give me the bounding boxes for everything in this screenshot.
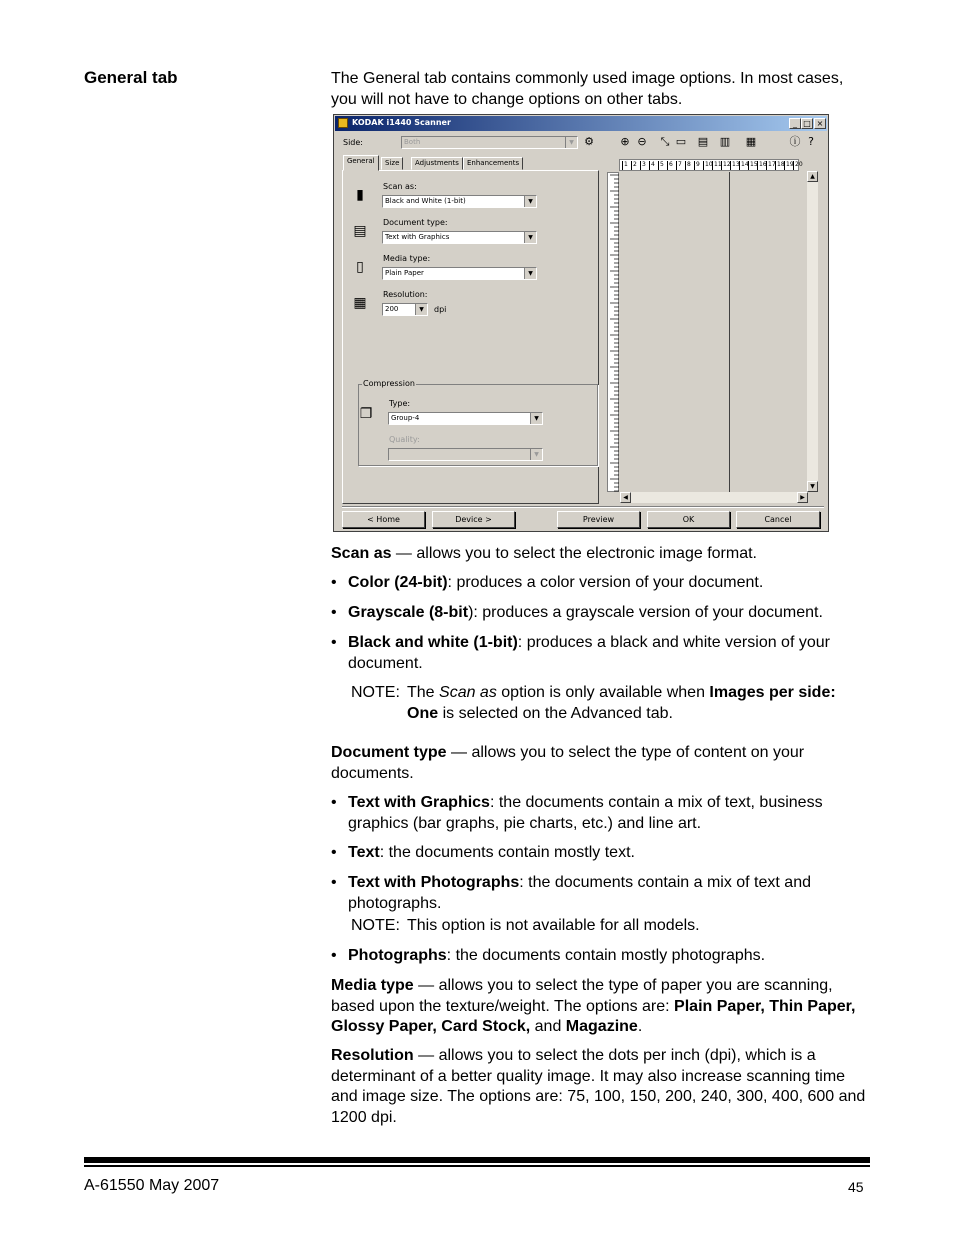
page-front-icon[interactable]: ▤ (697, 135, 709, 148)
option-desc: : produces a color version of your document. (447, 574, 764, 591)
preview-page (620, 172, 730, 492)
resolution-unit: dpi (434, 305, 447, 314)
resolution-value: 200 (385, 305, 399, 313)
scan-as-paragraph (331, 544, 871, 565)
media-type-options: Plain Paper, Thin Paper, Glossy Paper, Card Stock, (331, 997, 856, 1035)
help-icon[interactable]: ? (808, 135, 814, 148)
resolution-label: Resolution: (383, 290, 428, 299)
option-desc: : the documents contain a mix of text, business graphics (bar graphs, pie charts, etc.) and line art. (348, 794, 823, 832)
document-type-value: Text with Graphics (385, 233, 450, 241)
note-label: NOTE: (351, 917, 400, 934)
dialog-title: KODAK i1440 Scanner (352, 118, 451, 127)
option-desc: : produces a black and white version of your document. (348, 634, 830, 672)
document-type-label: Document type: (383, 218, 448, 227)
media-type-label: Media type: (383, 254, 431, 263)
cancel-button[interactable]: Cancel (736, 511, 820, 528)
footer-rule-thick (84, 1157, 870, 1163)
page-back-icon[interactable]: ▥ (719, 135, 731, 148)
scan-as-desc: — allows you to select the electronic image format. (391, 545, 757, 562)
tab-general[interactable]: General (343, 155, 379, 171)
chevron-down-icon: ▼ (524, 268, 536, 279)
scroll-right-icon[interactable]: ▶ (797, 492, 808, 503)
fit-page-icon[interactable]: ▭ (675, 135, 687, 148)
ruler-number: 11 (714, 161, 722, 168)
horizontal-scrollbar[interactable] (620, 492, 808, 503)
scroll-down-icon[interactable]: ▼ (807, 481, 818, 492)
zoom-in-icon[interactable]: ⊕ (620, 135, 630, 148)
option-term: Grayscale (8-bit (348, 604, 469, 621)
media-type-paragraph: Media type — allows you to select the type of paper you are scanning, based upon the texture/weight. The options are: Plain Paper, Thin Paper, Glossy Paper, Card Stock, and Magazine. (331, 977, 856, 1035)
media-type-value: Plain Paper (385, 269, 424, 277)
note-label: NOTE: (351, 684, 400, 701)
scan-as-term: Scan as (331, 545, 392, 562)
about-icon[interactable]: ⓘ (789, 135, 801, 148)
settings-shortcut-icon[interactable]: ⚙ (584, 135, 594, 148)
resolution-select[interactable] (382, 303, 428, 316)
footer-doc-id: A-61550 May 2007 (84, 1177, 220, 1194)
chevron-down-icon: ▼ (530, 413, 542, 424)
home-button[interactable]: < Home (342, 511, 425, 528)
document-type-term: Document type (331, 744, 447, 761)
ruler-number: 4 (651, 161, 655, 168)
ruler-number: 5 (660, 161, 664, 168)
zoom-out-icon[interactable]: ⊖ (637, 135, 647, 148)
app-icon (338, 118, 348, 128)
document-type-paragraph (331, 743, 871, 784)
media-type-desc: — allows you to select the type of paper you are scanning, based upon the texture/weight. The options are: (331, 977, 833, 1015)
page-number: 45 (848, 1179, 864, 1195)
intro-paragraph: The General tab contains commonly used image options. In most cases, you will not have to change options on other tabs. (331, 70, 844, 108)
compression-type-select[interactable] (388, 412, 543, 425)
compression-type-value: Group-4 (391, 414, 420, 422)
chevron-down-icon: ▼ (524, 196, 536, 207)
ruler-number: 8 (687, 161, 691, 168)
ruler-number: 14 (741, 161, 749, 168)
quality-label: Quality: (389, 435, 420, 444)
option-desc: : the documents contain mostly text. (379, 844, 635, 861)
scroll-up-icon[interactable]: ▲ (807, 171, 818, 182)
chevron-down-icon: ▼ (565, 137, 577, 148)
ruler-number: 1 (624, 161, 628, 168)
minimize-button[interactable]: _ (789, 118, 801, 129)
option-term: Photographs (348, 947, 447, 964)
preview-canvas[interactable] (620, 172, 798, 492)
type-label: Type: (389, 399, 411, 408)
option-term: Text with Photographs (348, 874, 520, 891)
ok-button[interactable]: OK (647, 511, 730, 528)
ruler-number: 7 (678, 161, 682, 168)
chevron-down-icon: ▼ (530, 449, 542, 460)
scan-as-label: Scan as: (383, 182, 417, 191)
document-type-icon: ▤ (353, 223, 367, 239)
ruler-number: 6 (669, 161, 673, 168)
compression-label: Compression (363, 379, 415, 388)
ruler-number: 19 (786, 161, 794, 168)
document-type-desc: — allows you to select the type of content on your documents. (331, 744, 805, 782)
option-desc: ): produces a grayscale version of your document. (468, 604, 823, 621)
scan-as-select[interactable] (382, 195, 537, 208)
close-button[interactable]: × (814, 118, 826, 129)
ruler-number: 16 (759, 161, 767, 168)
crop-icon[interactable]: ⤡ (660, 135, 670, 148)
ruler-number: 10 (705, 161, 713, 168)
preview-button[interactable]: Preview (557, 511, 640, 528)
note-text: This option is not available for all models. (407, 917, 700, 934)
resolution-paragraph (331, 1046, 871, 1128)
scan-as-icon: ▮ (356, 187, 364, 203)
option-desc: : the documents contain mostly photographs. (446, 947, 766, 964)
option-desc: : the documents contain a mix of text and photographs. (348, 874, 811, 912)
general-tab-panel (342, 170, 599, 504)
option-term: Black and white (1-bit) (348, 634, 518, 651)
media-type-icon: ▯ (356, 259, 364, 275)
section-heading: General tab (84, 68, 178, 87)
ruler-left-ticks (608, 173, 620, 493)
compression-icon: ❐ (359, 406, 373, 422)
note-text: The Scan as option is only available when Images per side: One is selected on the Advanced tab. (407, 684, 836, 722)
dialog-titlebar (335, 116, 827, 131)
scan-as-value: Black and White (1-bit) (385, 197, 466, 205)
vertical-scrollbar[interactable] (807, 171, 818, 492)
ruler-number: 15 (750, 161, 758, 168)
footer-rule-thin (84, 1165, 870, 1167)
preview-area (607, 159, 823, 504)
button-separator (342, 506, 824, 508)
ruler-top (619, 159, 803, 171)
device-button[interactable]: Device > (432, 511, 515, 528)
resolution-desc: — allows you to select the dots per inch (dpi), which is a determinant of a better quality image. It may also increase scanning time and image size. The options are: 75, 100, 150, 200, 240, 300, 400, 600 and 1200 dpi. (331, 1047, 866, 1126)
media-type-select[interactable] (382, 267, 537, 280)
resolution-icon: ▦ (353, 295, 367, 311)
maximize-button[interactable]: □ (801, 118, 813, 129)
chevron-down-icon: ▼ (415, 304, 427, 315)
media-type-last-option: Magazine (565, 1018, 638, 1035)
scanner-dialog (333, 114, 829, 532)
layout-icon[interactable]: ▦ (745, 135, 757, 148)
ruler-number: 18 (777, 161, 785, 168)
ruler-number: 17 (768, 161, 776, 168)
scroll-left-icon[interactable]: ◀ (620, 492, 631, 503)
ruler-number: 20 (795, 161, 803, 168)
resolution-term: Resolution (331, 1047, 414, 1064)
document-type-select[interactable] (382, 231, 537, 244)
ruler-number: 12 (723, 161, 731, 168)
option-term: Color (24-bit) (348, 574, 448, 591)
ruler-number: 3 (642, 161, 646, 168)
side-value: Both (404, 138, 421, 146)
tab-adjustments[interactable]: Adjustments (411, 157, 463, 170)
chevron-down-icon: ▼ (524, 232, 536, 243)
ruler-number: 9 (696, 161, 700, 168)
tab-size[interactable]: Size (381, 157, 403, 170)
option-term: Text with Graphics (348, 794, 490, 811)
side-select[interactable] (401, 136, 578, 149)
quality-select[interactable] (388, 448, 543, 461)
option-term: Text (348, 844, 380, 861)
tab-enhancements[interactable]: Enhancements (463, 157, 523, 170)
ruler-left (607, 172, 619, 492)
media-type-term: Media type (331, 977, 414, 994)
side-label: Side: (343, 138, 363, 147)
ruler-number: 2 (633, 161, 637, 168)
ruler-number: 13 (732, 161, 740, 168)
